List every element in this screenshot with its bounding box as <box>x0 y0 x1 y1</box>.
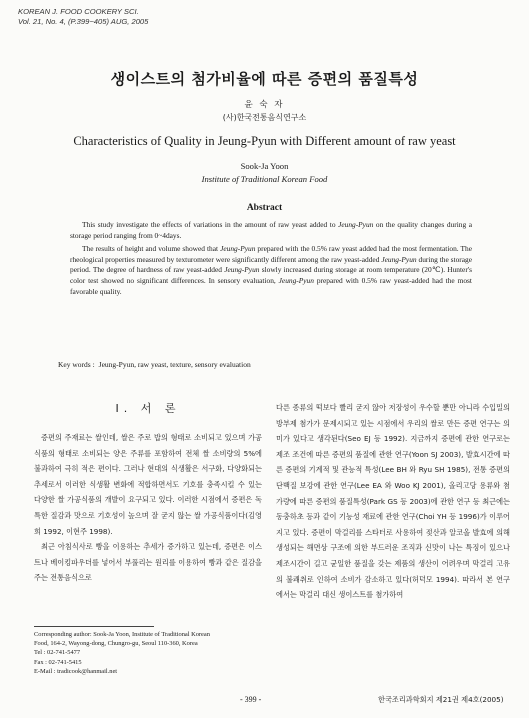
abstract-paragraph: The results of height and volume showed that Jeung-Pyun prepared with the 0.5% raw yeast added had the most fermentation. The rheological properties measured by texturometer were significantly different among the raw yeast-added Jeung-Pyun during the storage period. The degree of hardness of raw yeast-added Jeung-Pyun slowly increased during storage at room temperature (20℃). Hunter's color test showed no significant differences. In sensory evaluation, Jeung-Pyun prepared with 0.5% raw yeast-added had the most favorable quality. <box>70 244 473 296</box>
body-paragraph: 증편의 주재료는 쌀인데, 쌀은 주로 밥의 형태로 소비되고 있으며 가공식품의 형태로 소비되는 양은 주류를 포함하여 전체 쌀 소비량의 5%에 불과하여 극히 적은 편이다. 그러나 현대의 식생활은 서구화, 다양화되는 추세로서 이러한 식생활 변화에 적합하면서도 기호를 충족시킬 수 있는 다양한 쌀 가공식품의 개발이 요구되고 있다. 이러한 시점에서 증편은 독특한 질감과 맛으로 기호성이 높으며 잘 굳지 않는 쌀 가공식품이다(김영희 1992, 이현주 1998). <box>34 433 262 536</box>
abstract-body <box>70 220 472 297</box>
body-column-left <box>34 430 262 586</box>
english-affiliation: Institute of Traditional Korean Food <box>201 174 328 184</box>
footnote-line: Fax : 02-741-5415 <box>34 658 82 666</box>
body-column-right <box>276 400 510 603</box>
body-paragraph: 다른 종류의 떡보다 빨리 굳지 않아 저장성이 우수할 뿐만 아니라 수입밀의 방부제 첨가가 문제시되고 있는 시점에서 우리의 쌀로 만든 증편 연구는 의미가 있다고 생각된다(Seo EJ 등 1992). 지금까지 증편에 관한 연구로는 제조 조건에 따른 증편의 품질에 관한 연구(Yoon SJ 2003), 발효시간에 따른 증편의 기계적 및 관능적 특성(Lee BH 와 Ryu SH 1985), 전통 증편의 단백질 보강에 관한 연구(Lee EA 와 Woo KJ 2001), 올리고당 용류와 첨가량에 따른 증편의 품질특성(Park GS 등 2003)에 관한 연구 등 최근에는 동충하초 등과 같이 기능성 재료에 관한 연구(Choi YH 등 1996)가 이루어지고 있다. 증편이 막걸리를 스타터로 사용하여 젖산과 알코올 발효에 의해 생성되는 해면상 구조에 의한 부드러운 조직과 신맛이 나는 특징이 있으나 제조시간이 길고 균일한 품질을 갖는 제품의 생산이 어려우며 막걸리 고유의 불쾌취로 인하여 소비가 감소하고 있다(허덕모 1994). 따라서 본 연구에서는 막걸리 대신 생이스트를 첨가하여 <box>276 403 510 600</box>
footnote-line: Food, 164-2, Wayong-dong, Chungro-gu, Seoul 110-360, Korea <box>34 640 198 648</box>
journal-header <box>18 7 148 26</box>
english-author: Sook-Ja Yoon <box>240 161 289 171</box>
footnote-email: E-Mail : tradicook@hanmail.net <box>34 667 118 675</box>
keywords-label: Key words : <box>58 360 95 369</box>
section-heading: Ⅰ. 서 론 <box>115 402 181 415</box>
keywords-list: Jeung-Pyun, raw yeast, texture, sensory evaluation <box>98 360 251 369</box>
keywords <box>58 360 478 369</box>
page-number: - 399 - <box>240 695 262 704</box>
english-title: Characteristics of Quality in Jeung-Pyun with Different amount of raw yeast <box>73 134 456 148</box>
abstract-heading: Abstract <box>246 203 283 213</box>
footnote <box>34 630 264 676</box>
footnote-line: Tel : 02-741-5477 <box>34 649 81 657</box>
journal-footer: 한국조리과학회지 제21권 제4호(2005) <box>378 695 504 704</box>
footnote-divider <box>34 626 154 627</box>
korean-affiliation: (사)한국전통음식연구소 <box>222 113 307 122</box>
footnote-line: Corresponding author: Sook-Ja Yoon, Institute of Traditional Korean <box>34 631 210 638</box>
journal-volume: Vol. 21, No. 4, (P.399~405) AUG, 2005 <box>18 16 149 26</box>
journal-name: KOREAN J. FOOD COOKERY SCI. <box>18 7 139 16</box>
korean-author: 윤 숙 자 <box>244 100 285 110</box>
korean-title: 생이스트의 첨가비율에 따른 증편의 품질특성 <box>110 70 419 88</box>
abstract-paragraph: This study investigate the effects of variations in the amount of raw yeast added to Jeung-Pyun on the quality changes during a storage period ranging from 0~4days. <box>70 220 472 240</box>
body-paragraph: 최근 아침식사로 빵을 이용하는 추세가 증가하고 있는데, 증편은 이스트나 베이킹파우더를 넣어서 부풀리는 원리를 이용하여 빵과 같은 질감을 주는 전통음식으로 <box>34 542 262 583</box>
